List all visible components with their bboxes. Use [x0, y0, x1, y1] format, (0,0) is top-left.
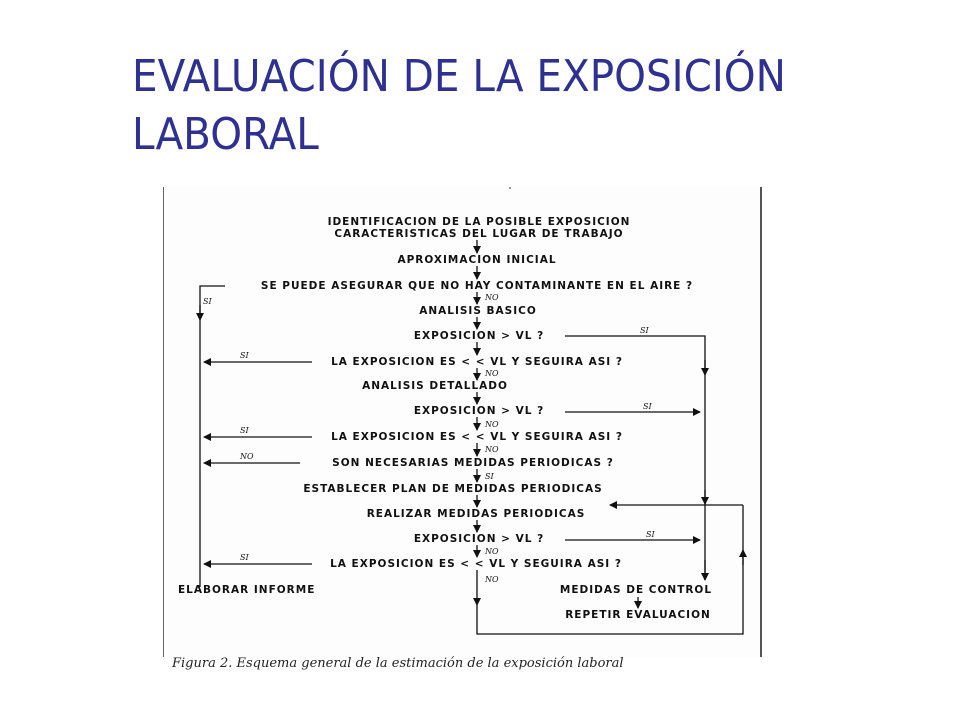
edge-label-si-7: SI [646, 530, 655, 539]
node-caracteristicas: CARACTERISTICAS DEL LUGAR DE TRABAJO [334, 228, 624, 240]
edge-label-si-4: SI [643, 402, 652, 411]
edge-label-no-1: NO [485, 293, 499, 302]
edge-label-no-7: NO [485, 575, 499, 584]
node-analisis-basico: ANALISIS BASICO [419, 305, 537, 317]
edge-label-si-2: SI [640, 326, 649, 335]
node-q-medidas-periodicas: SON NECESARIAS MEDIDAS PERIODICAS ? [332, 457, 614, 469]
title-line-1: EVALUACIÓN DE LA EXPOSICIÓN [132, 51, 786, 102]
node-elaborar-informe: ELABORAR INFORME [178, 584, 316, 596]
edge-label-si-1: SI [203, 297, 212, 306]
edge-label-si-8: SI [240, 553, 249, 562]
node-repetir-evaluacion: REPETIR EVALUACION [565, 609, 711, 621]
edge-label-no-6: NO [485, 547, 499, 556]
edge-label-no-3: NO [485, 420, 499, 429]
node-medidas-control: MEDIDAS DE CONTROL [559, 584, 713, 596]
node-realizar-medidas: REALIZAR MEDIDAS PERIODICAS [366, 508, 586, 520]
node-q-menor-vl-3: LA EXPOSICION ES < < VL Y SEGUIRA ASI ? [330, 558, 622, 570]
edge-label-si-5: SI [240, 426, 249, 435]
node-q-exposicion-vl-2: EXPOSICION > VL ? [413, 405, 545, 417]
edge-label-no-2: NO [485, 369, 499, 378]
title-line-2: LABORAL [132, 109, 319, 160]
node-analisis-detallado: ANALISIS DETALLADO [362, 380, 508, 392]
node-establecer-plan: ESTABLECER PLAN DE MEDIDAS PERIODICAS [303, 483, 603, 495]
node-identificacion: IDENTIFICACION DE LA POSIBLE EXPOSICION [327, 216, 631, 228]
edge-label-si-3: SI [240, 351, 249, 360]
node-q-exposicion-vl-3: EXPOSICION > VL ? [413, 533, 545, 545]
edge-label-si-6: SI [485, 472, 494, 481]
node-q-menor-vl-1: LA EXPOSICION ES < < VL Y SEGUIRA ASI ? [331, 356, 623, 368]
node-q-exposicion-vl-1: EXPOSICION > VL ? [413, 330, 545, 342]
node-aproximacion-inicial: APROXIMACION INICIAL [397, 254, 557, 266]
node-q-contaminante: SE PUEDE ASEGURAR QUE NO HAY CONTAMINANTE EN EL AIRE ? [260, 280, 694, 292]
node-q-menor-vl-2: LA EXPOSICION ES < < VL Y SEGUIRA ASI ? [331, 431, 623, 443]
edge-label-no-5: NO [240, 452, 254, 461]
edge-label-no-4: NO [485, 445, 499, 454]
figure-caption: Figura 2. Esquema general de la estimación de la exposición laboral [172, 656, 624, 671]
